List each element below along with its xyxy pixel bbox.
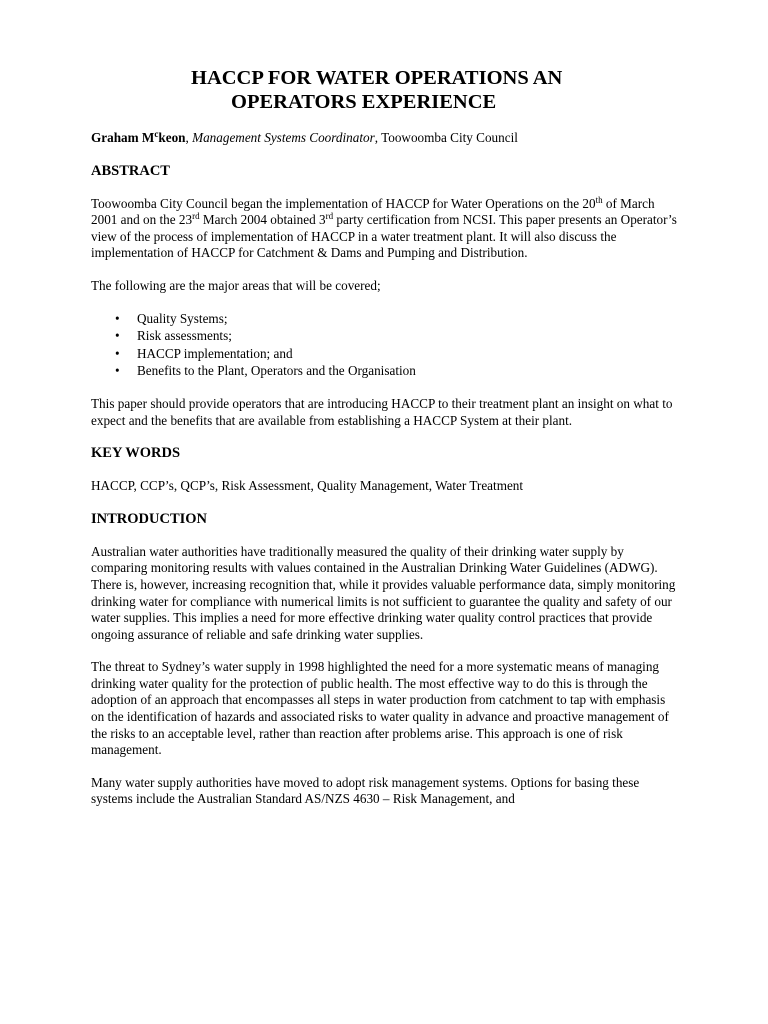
author-name-sup: c (154, 129, 159, 139)
bullet-icon: • (115, 310, 120, 326)
paper-title (91, 66, 681, 114)
page-content (91, 66, 681, 808)
abstract-paragraph-2: The following are the major areas that will be covered; (91, 277, 381, 293)
list-item (91, 346, 681, 363)
bullet-icon: • (115, 363, 120, 379)
list-item (91, 363, 681, 380)
abstract-p1-sup-1: th (595, 194, 603, 205)
keywords-heading: KEY WORDS (91, 445, 181, 462)
title-line-1: HACCP FOR WATER OPERATIONS AN (191, 67, 563, 89)
list-item-text: Risk assessments; (137, 328, 232, 344)
abstract-p1-part-c: March 2004 obtained 3 (199, 212, 326, 228)
author-role: Management Systems Coordinator (192, 130, 375, 145)
author-separator-1: , (185, 130, 193, 145)
introduction-paragraph-2: The threat to Sydney’s water supply in 1998 highlighted the need for a more systematic means of managing drinking water quality for the protection of public health. The most effective way to do this is through the adoption of an approach that encompasses all steps in water production from catchment to tap with emphasis on the identification of hazards and associated risks to water quality in advance and proactive management of the risks to an acceptable level, rather than reaction after problems arise. This approach is one of risk management. (91, 659, 669, 758)
abstract-p1-sup-3: rd (325, 211, 334, 222)
abstract-p1-sup-2: rd (192, 211, 200, 222)
abstract-paragraph-1 (91, 196, 681, 262)
bullet-icon: • (115, 328, 120, 344)
introduction-paragraph-1: Australian water authorities have traditionally measured the quality of their drinking water supply by comparing monitoring results with values contained in the Australian Drinking Water Guidelines (ADWG). There is, however, increasing recognition that, while it provides valuable performance data, simply monitoring drinking water for compliance with numerical limits is not sufficient to guarantee the quality and safety of our water supplies. This implies a need for more effective drinking water quality control practices that provide ongoing assurance of reliable and safe drinking water supplies. (91, 543, 676, 642)
list-item-text: HACCP implementation; and (137, 345, 293, 361)
author-name (91, 130, 186, 145)
author-name-main: Graham M (91, 130, 155, 145)
list-item (91, 328, 681, 345)
bullet-icon: • (115, 345, 120, 361)
abstract-paragraph-3: This paper should provide operators that are introducing HACCP to their treatment plant an insight on what to expect and the benefits that are available from establishing a HACCP System at their plant. (91, 395, 673, 428)
title-line-2: OPERATORS EXPERIENCE (231, 91, 497, 113)
abstract-p1-part-b: of March 2001 and on the 23 (91, 195, 655, 228)
list-item (91, 311, 681, 328)
author-separator-2: , (374, 130, 382, 145)
author-line (91, 130, 681, 147)
coverage-list (91, 311, 681, 380)
introduction-heading: INTRODUCTION (91, 510, 208, 527)
author-name-end: keon (158, 130, 186, 145)
list-item-text: Quality Systems; (137, 310, 228, 326)
keywords-text: HACCP, CCP’s, QCP’s, Risk Assessment, Quality Management, Water Treatment (91, 478, 524, 494)
abstract-heading: ABSTRACT (91, 162, 170, 179)
abstract-p1-part-a: Toowoomba City Council began the implementation of HACCP for Water Operations on the 20 (91, 195, 596, 211)
author-organisation: Toowoomba City Council (381, 130, 518, 145)
abstract-p1-part-d: party certification from NCSI. This paper presents an Operator’s view of the process of implementation of HACCP in a water treatment plant. It will also discuss the implementation of HACCP for Catchment & Dams and Pumping and Distribution. (91, 212, 677, 261)
list-item-text: Benefits to the Plant, Operators and the Organisation (137, 363, 416, 379)
introduction-paragraph-3: Many water supply authorities have moved to adopt risk management systems. Options for basing these systems include the Australian Standard AS/NZS 4630 – Risk Management, and (91, 774, 640, 807)
